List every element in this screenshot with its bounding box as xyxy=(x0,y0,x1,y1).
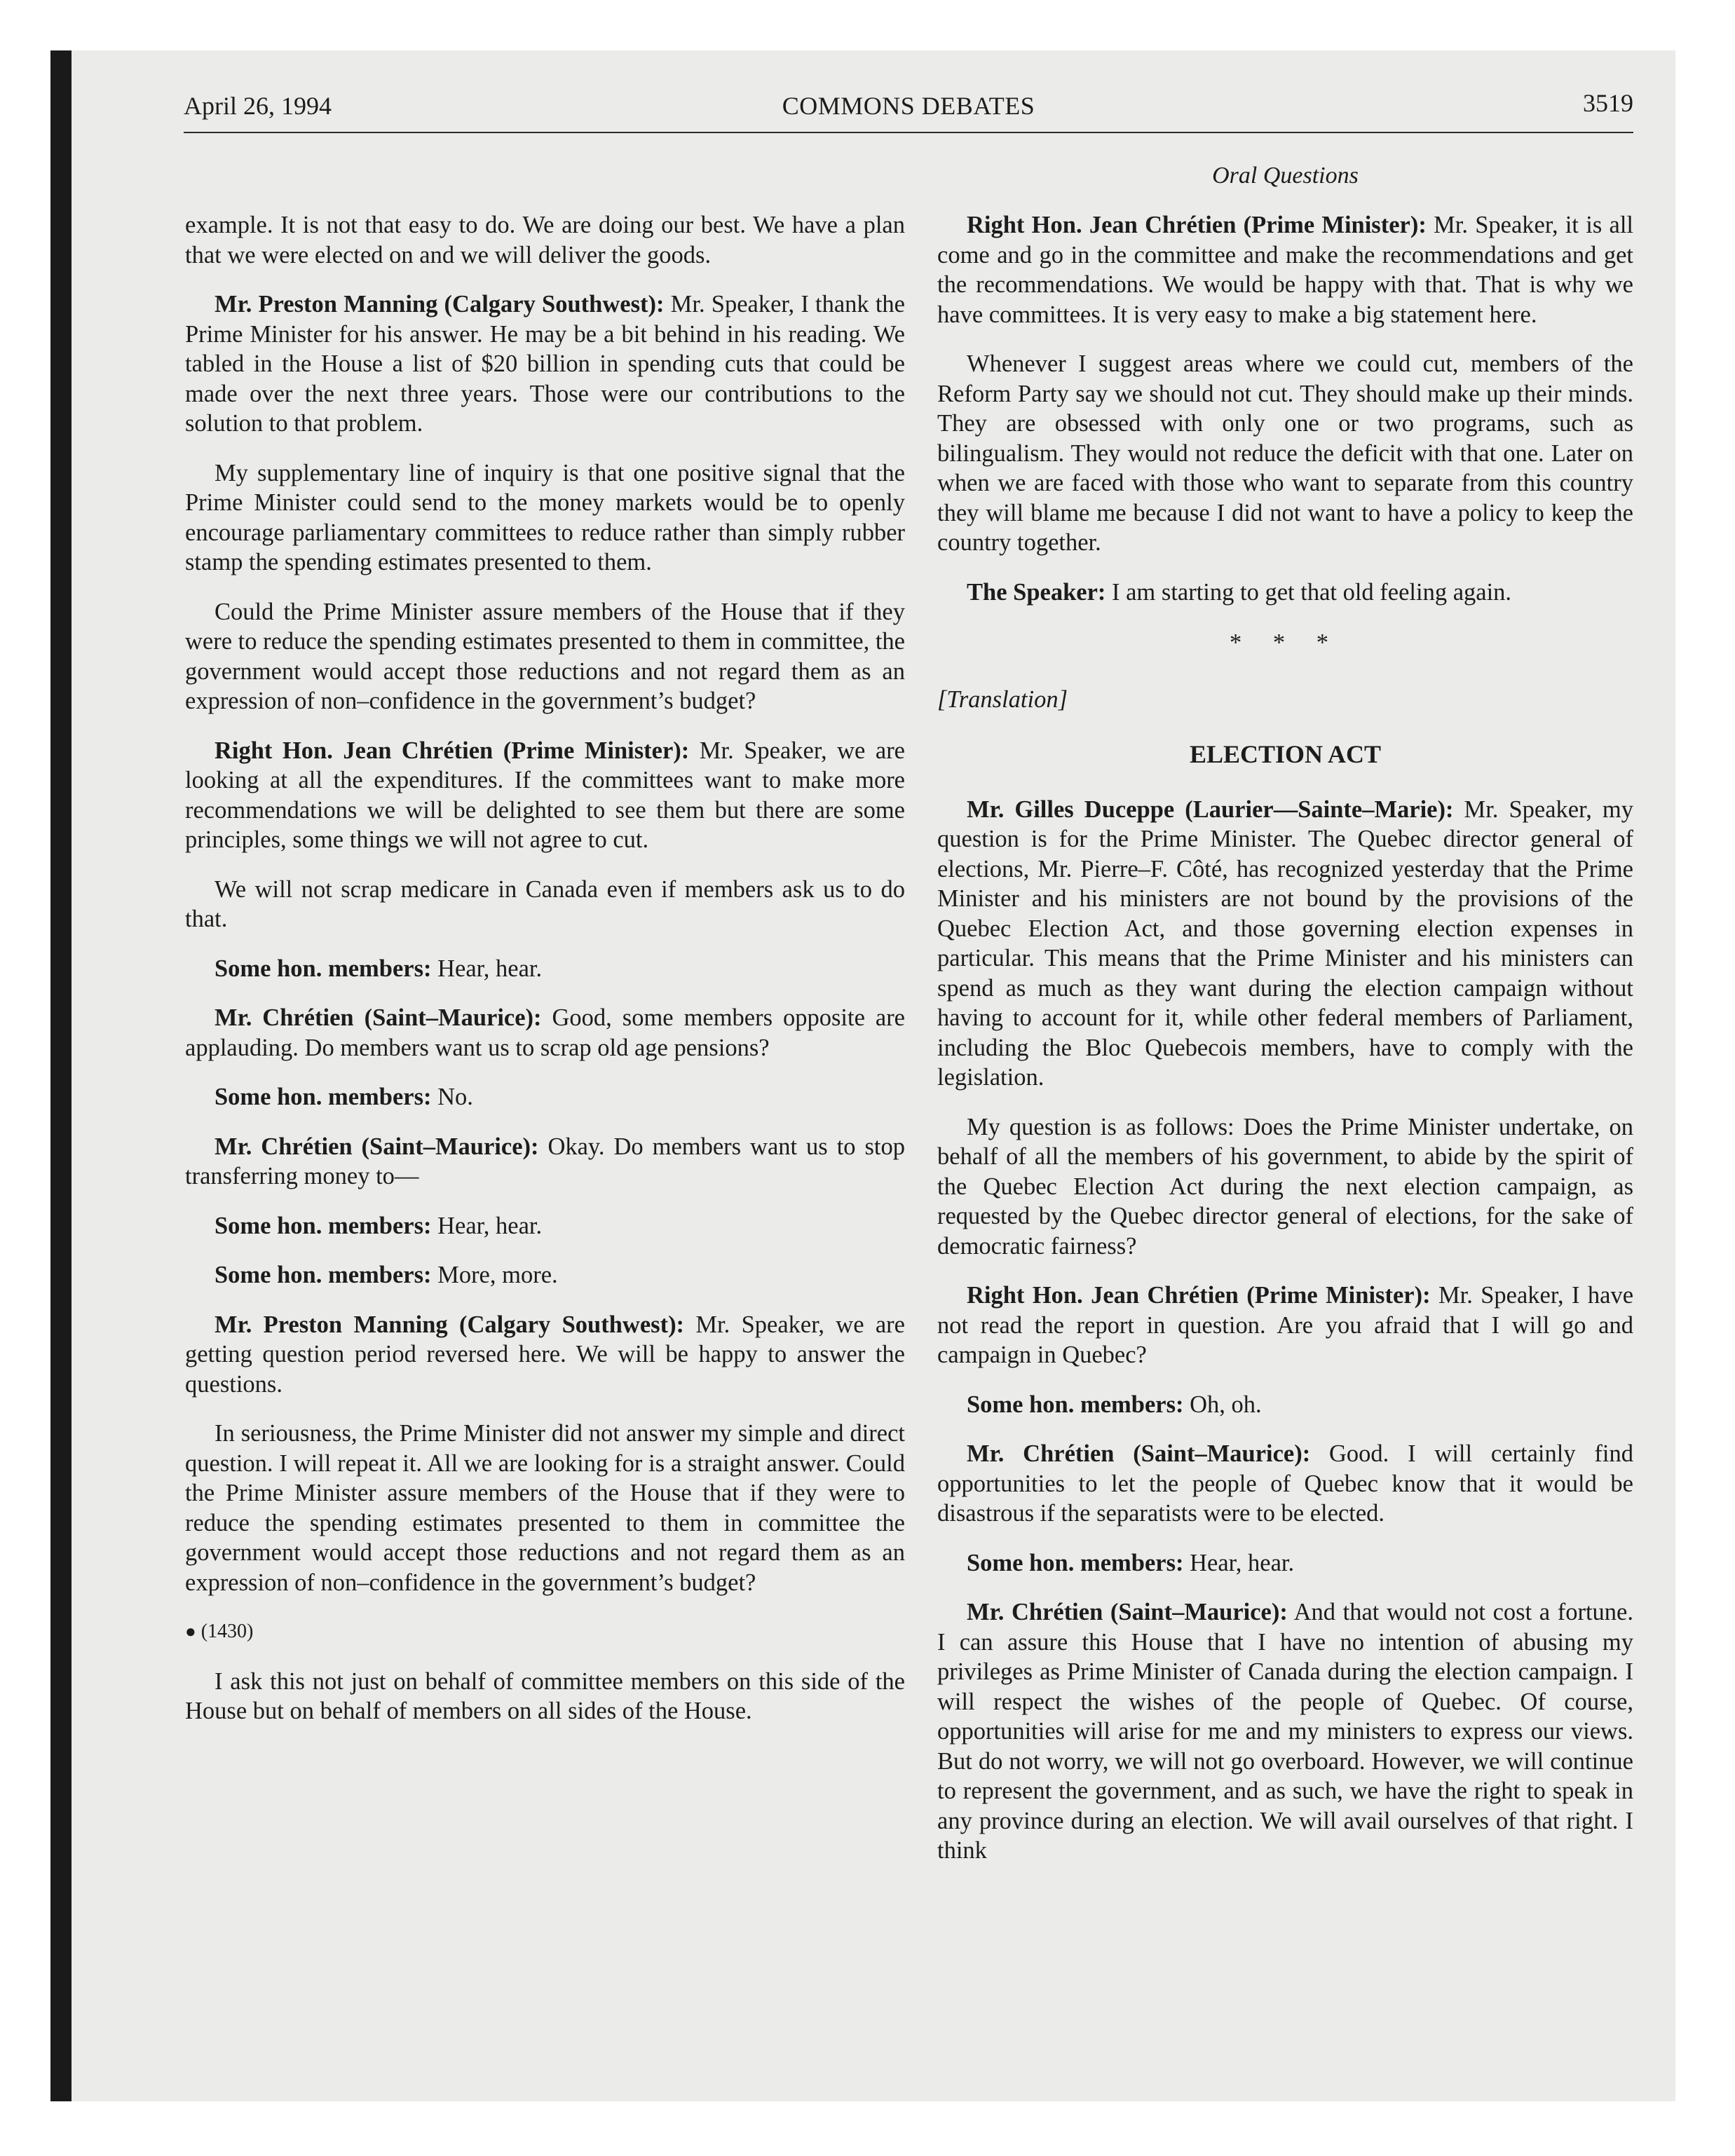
paragraph xyxy=(185,1082,905,1112)
section-heading: ELECTION ACT xyxy=(1189,740,1382,768)
paragraph xyxy=(937,1281,1633,1370)
left-column xyxy=(185,210,905,1746)
time-marker-text: (1430) xyxy=(200,1621,254,1642)
speaker-name: Mr. Chrétien (Saint–Maurice): xyxy=(967,1440,1311,1467)
speech-text: Mr. Speaker, I have not read the report in question. Are you afraid that I will go and campaign in Quebec? xyxy=(937,1282,1634,1368)
paragraph: I ask this not just on behalf of committee members on this side of the House but on behalf of members on all sides of the House. xyxy=(185,1667,905,1724)
speech-text: Hear, hear. xyxy=(431,955,543,982)
speaker-name: Some hon. members: xyxy=(215,1212,432,1239)
speech-text: Good. I will certainly find opportunities to let the people of Quebec know that it would be disastrous if the separatists were to be elected. xyxy=(937,1440,1633,1527)
speech-text: Mr. Speaker, we are getting question period reversed here. We will be happy to answer the questions. xyxy=(185,1311,905,1398)
speaker-name: Mr. Chrétien (Saint–Maurice): xyxy=(215,1133,539,1160)
right-column xyxy=(937,210,1633,1885)
speaker-name: Mr. Preston Manning (Calgary Southwest): xyxy=(215,1311,685,1338)
paragraph: We will not scrap medicare in Canada even if members ask us to do that. xyxy=(185,875,905,932)
page-header xyxy=(184,88,1675,130)
speaker-name: Some hon. members: xyxy=(215,1262,432,1288)
paragraph: My supplementary line of inquiry is that one positive signal that the Prime Minister could send to the money markets would be to openly encourage parliamentary committees to reduce rather than simply rubber stamp the spending estimates presented to them. xyxy=(185,459,905,575)
translation-note: [Translation] xyxy=(937,685,1068,713)
paragraph xyxy=(937,795,1633,1093)
speech-text: Mr. Speaker, it is all come and go in the committee and make the recommendations and get the recommendations. We would be happy with that. That is why we have committees. It is very easy to make a big statement here. xyxy=(937,212,1633,328)
section-label: Oral Questions xyxy=(1212,163,1359,189)
speaker-name: Some hon. members: xyxy=(215,1084,432,1110)
paragraph xyxy=(185,1310,905,1400)
speech-text: Hear, hear. xyxy=(431,1212,543,1239)
speaker-name: Right Hon. Jean Chrétien (Prime Minister): xyxy=(967,1282,1431,1309)
paragraph: In seriousness, the Prime Minister did not answer my simple and direct question. I will repeat it. All we are looking for is a straight answer. Could the Prime Minister assure members of the House that if they were to reduce the spending estimates presented to them in committee the government would accept those reductions and not regard them as an expression of non–confidence in the government’s budget? xyxy=(185,1420,905,1596)
header-title: COMMONS DEBATES xyxy=(782,92,1035,120)
speaker-name: Some hon. members: xyxy=(215,955,432,982)
page-number: 3519 xyxy=(1583,89,1633,117)
speech-text: I am starting to get that old feeling again. xyxy=(1105,578,1512,606)
paragraph: Whenever I suggest areas where we could cut, members of the Reform Party say we should not cut. They should make up their minds. They are obsessed with only one or two programs, such as bilingualism. They would not reduce the deficit with that one. Later on when we are faced with those who want to separate from this country they will blame me because I did not want to have a policy to keep the country together. xyxy=(937,350,1633,556)
speaker-name: Right Hon. Jean Chrétien (Prime Minister): xyxy=(215,737,690,764)
speaker-name: Mr. Gilles Duceppe (Laurier—Sainte–Marie): xyxy=(967,796,1454,823)
bullet-icon: ● xyxy=(185,1621,196,1642)
speaker-name: Some hon. members: xyxy=(967,1391,1184,1418)
paragraph xyxy=(937,1597,1633,1866)
paragraph xyxy=(937,210,1633,329)
paragraph xyxy=(937,1548,1633,1578)
paragraph xyxy=(185,1132,905,1192)
paragraph: example. It is not that easy to do. We are doing our best. We have a plan that we were elected on and we will deliver the goods. xyxy=(185,212,905,268)
paragraph xyxy=(937,1390,1633,1420)
paragraph xyxy=(185,1003,905,1063)
speaker-name: Mr. Chrétien (Saint–Maurice): xyxy=(967,1599,1288,1625)
paragraph xyxy=(185,954,905,984)
paragraph xyxy=(185,736,905,855)
speech-text: And that would not cost a fortune. I can assure this House that I have no intention of abusing my privileges as Prime Minister of Canada during the election campaign. I will respect the wishes of the people of Quebec. Of course, opportunities will arise for me and my ministers to express our views. But do not worry, we will not go overboard. However, we will continue to represent the government, and as such, we have the right to speak in any province during an election. We will avail ourselves of that right. I think xyxy=(937,1599,1633,1864)
paragraph xyxy=(185,289,905,439)
speech-text: Oh, oh. xyxy=(1183,1391,1262,1418)
paragraph xyxy=(185,1211,905,1241)
speaker-name: Right Hon. Jean Chrétien (Prime Minister): xyxy=(967,212,1427,238)
paragraph xyxy=(937,1439,1633,1529)
time-marker xyxy=(185,1617,905,1647)
paragraph xyxy=(185,1260,905,1290)
speech-text: Good, some members opposite are applauding. Do members want us to scrap old age pensions? xyxy=(185,1004,905,1061)
paragraph xyxy=(937,578,1633,608)
speech-text: Okay. Do members want us to stop transferring money to— xyxy=(185,1133,905,1189)
header-date: April 26, 1994 xyxy=(184,92,332,120)
speaker-name: Some hon. members: xyxy=(967,1549,1184,1576)
header-rule xyxy=(184,132,1633,133)
speaker-name: The Speaker: xyxy=(967,578,1106,606)
speaker-name: Mr. Chrétien (Saint–Maurice): xyxy=(215,1004,542,1031)
paragraph: My question is as follows: Does the Prime Minister undertake, on behalf of all the members of his government, to abide by the spirit of the Quebec Election Act during the next election campaign, as requested by the Quebec director general of elections, for the sake of democratic fairness? xyxy=(937,1113,1633,1260)
section-divider: * * * xyxy=(1230,629,1341,656)
speech-text: Mr. Speaker, my question is for the Prime Minister. The Quebec director general of elections, Mr. Pierre–F. Côté, has recognized yesterday that the Prime Minister and his ministers are not bound by the provisions of the Quebec Election Act, and those governing election expenses in particular. This means that the Prime Minister and his ministers can spend as much as they want during the election campaign without having to account for it, while other federal members of Parliament, including the Bloc Quebecois members, have to comply with the legislation. xyxy=(937,796,1633,1091)
speech-text: Hear, hear. xyxy=(1183,1549,1295,1576)
speech-text: More, more. xyxy=(431,1262,558,1288)
speech-text: Mr. Speaker, we are looking at all the expenditures. If the committees want to make more recommendations we will be delighted to see them but there are some principles, some things we will not agree to cut. xyxy=(185,737,905,853)
speech-text: Mr. Speaker, I thank the Prime Minister for his answer. He may be a bit behind in his reading. We tabled in the House a list of $20 billion in spending cuts that could be made over the next three years. Those were our contributions to the solution to that problem. xyxy=(185,291,905,437)
scan-edge-shadow xyxy=(50,50,72,2101)
speech-text: No. xyxy=(431,1084,473,1110)
paragraph: Could the Prime Minister assure members of the House that if they were to reduce the spending estimates presented to them in committee, the government would accept those reductions and not regard them as an expression of non–confidence in the government’s budget? xyxy=(185,598,905,714)
speaker-name: Mr. Preston Manning (Calgary Southwest): xyxy=(215,291,665,318)
